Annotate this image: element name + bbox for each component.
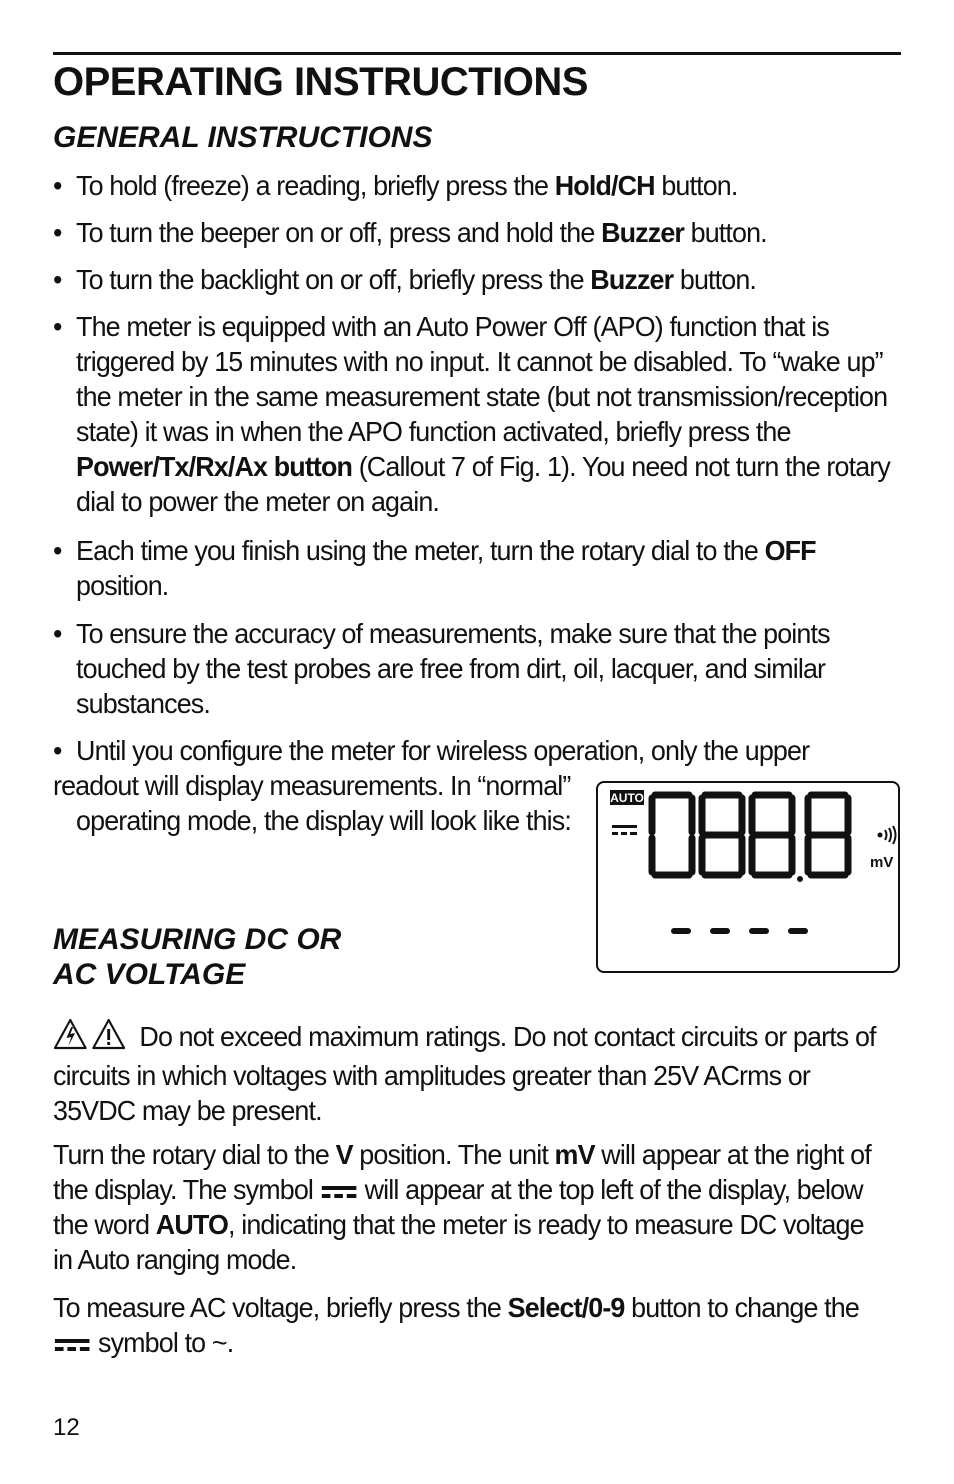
para-bold: mV	[554, 1139, 595, 1170]
dc-symbol-icon	[612, 825, 637, 835]
para-text: symbol to	[91, 1327, 212, 1358]
bullet-text: position.	[76, 570, 169, 601]
warning-text: Do not exceed maximum ratings. Do not contact circuits or parts of circuits in which voltages with amplitudes greater than 25V ACrms or 35VDC may be present.	[53, 1021, 876, 1126]
para-text: Turn the rotary dial to the	[53, 1139, 336, 1170]
dc-symbol-icon	[320, 1182, 358, 1202]
dc-symbol-icon	[53, 1335, 91, 1355]
dc-voltage-paragraph	[53, 1137, 879, 1277]
para-text: will appear at the right of the display. The symbol	[53, 1139, 871, 1205]
bullet-backlight: • To turn the backlight on or off, briefly press the Buzzer button.	[53, 264, 757, 295]
bullet-wireless: • Until you configure the meter for wireless operation, only the upper readout will display measurements. In “normal” operating mode, the display will look like this:	[53, 735, 810, 836]
para-text: will appear at the top left of the display, below the word	[53, 1174, 863, 1240]
decimal-point	[797, 876, 803, 882]
bullet-beeper: • To turn the beeper on or off, press and hold the Buzzer button.	[53, 217, 767, 248]
para-bold: Select/0-9	[507, 1292, 625, 1323]
bullet-bold: Hold/CH	[554, 170, 655, 201]
ac-voltage-paragraph	[53, 1290, 879, 1360]
lcd-svg	[598, 783, 898, 971]
bullet-off: • Each time you finish using the meter, turn the rotary dial to the OFF position.	[53, 535, 816, 601]
bullet-text: To hold (freeze) a reading, briefly press the	[76, 170, 555, 201]
page-number: 12	[53, 1414, 80, 1441]
para-text: .	[226, 1327, 234, 1358]
bullet-text: The meter is equipped with an Auto Power Off (APO) function that is triggered by 15 minutes with no input. It cannot be disabled. To “wake up” the meter in the same measurement state (but not transmission/reception state) it was in when the APO function activated, briefly press the	[76, 311, 888, 447]
bullet-bold: OFF	[764, 535, 816, 566]
unit-label: mV	[870, 854, 894, 871]
bullet-text: To turn the beeper on or off, press and hold the	[76, 217, 602, 248]
bullet-accuracy: • To ensure the accuracy of measurements, make sure that the points touched by the test probes are free from dirt, oil, lacquer, and similar substances.	[53, 618, 830, 719]
warning-paragraph	[53, 1018, 879, 1128]
heading-line: AC VOLTAGE	[53, 958, 246, 991]
bullet-text: Each time you finish using the meter, turn the rotary dial to the	[76, 535, 765, 566]
bullet-hold: • To hold (freeze) a reading, briefly press the Hold/CH button.	[53, 170, 738, 201]
page-title: OPERATING INSTRUCTIONS	[53, 60, 588, 104]
para-text: To measure AC voltage, briefly press the	[53, 1292, 508, 1323]
lcd-display-illustration	[596, 781, 900, 973]
bullet-text: button.	[684, 217, 767, 248]
bullet-text: button.	[673, 264, 757, 295]
para-text: button to change the	[624, 1292, 859, 1323]
para-text: , indicating that the meter is ready to measure DC voltage in Auto ranging mode.	[53, 1209, 864, 1275]
para-bold: AUTO	[155, 1209, 229, 1240]
auto-label: AUTO	[610, 791, 644, 805]
bullet-text: button.	[654, 170, 738, 201]
para-text: position. The unit	[352, 1139, 555, 1170]
seven-segment-digits	[652, 795, 848, 875]
bullet-text: (Callout 7 of Fig. 1). You need not turn the rotary dial to power the meter on again.	[76, 451, 890, 517]
bullet-apo: • The meter is equipped with an Auto Power Off (APO) function that is triggered by 15 minutes with no input. It cannot be disabled. To “wake up” the meter in the same measurement state (but not transmission/reception state) it was in when the APO function activated, briefly press the Power/Tx/Rx/Ax button (Callout 7 of Fig. 1). You need not turn the rotary dial to power the meter on again.	[53, 311, 890, 517]
para-bold: V	[335, 1139, 353, 1170]
heading-line: MEASURING DC OR	[53, 923, 342, 956]
bullet-text: To turn the backlight on or off, briefly press the	[76, 264, 591, 295]
wireless-signal-icon	[878, 826, 896, 844]
ac-tilde-symbol: ~	[211, 1327, 227, 1358]
bullet-bold: Buzzer	[590, 264, 674, 295]
bullet-text-continued: readout will display measurements. In “normal” operating mode, the display will look like this:	[53, 770, 571, 836]
warning-icons	[53, 1018, 130, 1058]
bullet-bold: Power/Tx/Rx/Ax button	[76, 451, 353, 482]
top-rule	[53, 52, 901, 55]
bullet-text: Until you configure the meter for wireless operation, only the upper	[76, 735, 810, 766]
electric-shock-warning-icon	[53, 1018, 130, 1050]
section-heading-voltage	[53, 922, 341, 992]
bullet-text: To ensure the accuracy of measurements, make sure that the points touched by the test probes are free from dirt, oil, lacquer, and similar substances.	[76, 618, 830, 719]
section-heading-general: GENERAL INSTRUCTIONS	[53, 121, 433, 154]
bullet-bold: Buzzer	[601, 217, 685, 248]
